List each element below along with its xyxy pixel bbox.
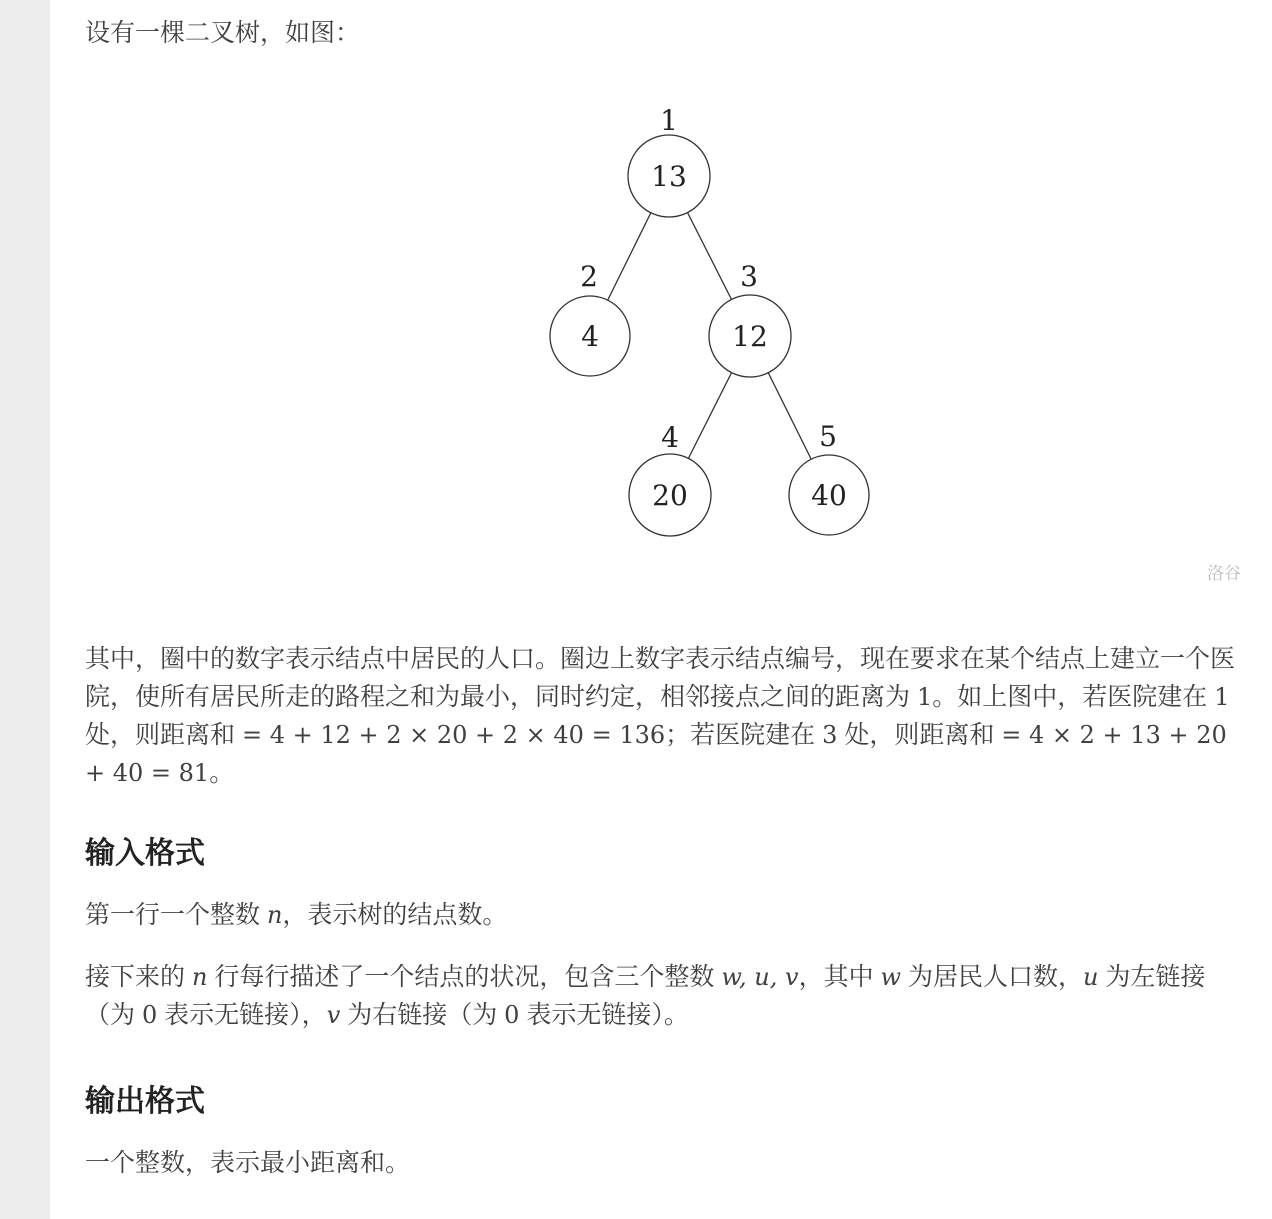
text-run: 表示无链接）。 [519,1001,689,1029]
tree-node-number-label: 3 [740,260,758,293]
problem-statement [85,0,1241,1206]
text-run: 为左链接（为 [85,963,1206,1029]
text-run: ，表示树的结点数。 [282,901,508,929]
math-run: = 4 × 2 + 13 + 20 + 40 = 81 [85,721,1227,787]
text-run: 为右链接（为 [340,1001,505,1029]
tree-node-number-label: 2 [580,260,598,293]
output-desc [85,1144,1241,1182]
tree-node-number-label: 1 [660,104,678,137]
tree-node-number-label: 5 [819,420,837,453]
math-variable: n [266,901,283,929]
math-variable: n [191,963,208,991]
watermark-logo: 洛谷 [1207,564,1241,583]
math-variable: u [1083,963,1099,991]
binary-tree-diagram [520,88,940,548]
math-run: 0 [141,1001,158,1029]
text-run: 表示无链接）， [157,1001,327,1029]
tree-node-value: 20 [652,479,688,512]
text-run: 。如上图中，若医院建在 [932,683,1215,711]
output-format-heading: 输出格式 [85,1085,205,1118]
tree-node-value: 13 [651,160,687,193]
tree-figure [85,88,1241,584]
text-run: 第一行一个整数 [85,901,267,929]
tree-node-value: 40 [811,479,847,512]
math-run: 3 [822,721,838,749]
text-run: 接下来的 [85,963,192,991]
math-run: 1 [916,683,933,711]
text-run: ，其中 [798,963,881,991]
text-run: 行每行描述了一个结点的状况，包含三个整数 [207,963,722,991]
tree-node-value: 4 [581,320,599,353]
math-variable: w, u, v [721,963,799,991]
math-run: 1 [1214,683,1230,711]
text-run: 其中，圈中的数字表示结点中居民的人口。圈边上数字表示结点编号，现在要求在某个结点上建立一个医院，使所有居民所走的路程之和为最小，同时约定，相邻接点之间的距离为 [85,645,1236,711]
math-run: 0 [504,1001,520,1029]
tree-node-value: 12 [732,320,768,353]
text-run: 处，则距离和 [837,721,1002,749]
text-run: 。 [209,759,235,787]
text-run: ；若医院建在 [665,721,823,749]
math-variable: v [326,1001,341,1029]
input-desc-line1 [85,896,1241,934]
text-run: 一个整数，表示最小距离和。 [85,1149,411,1177]
tree-node-number-label: 4 [661,421,679,454]
math-variable: w [880,963,902,991]
text-run: 为居民人口数， [901,963,1084,991]
math-run: = 4 + 12 + 2 × 20 + 2 × 40 = 136 [241,721,666,749]
input-desc-line2 [85,958,1241,1034]
left-gutter [0,0,50,1219]
input-format-heading: 输入格式 [85,837,205,870]
text-run: 处，则距离和 [85,721,242,749]
intro-text: 设有一棵二叉树，如图： [85,19,361,47]
problem-description [85,640,1241,792]
